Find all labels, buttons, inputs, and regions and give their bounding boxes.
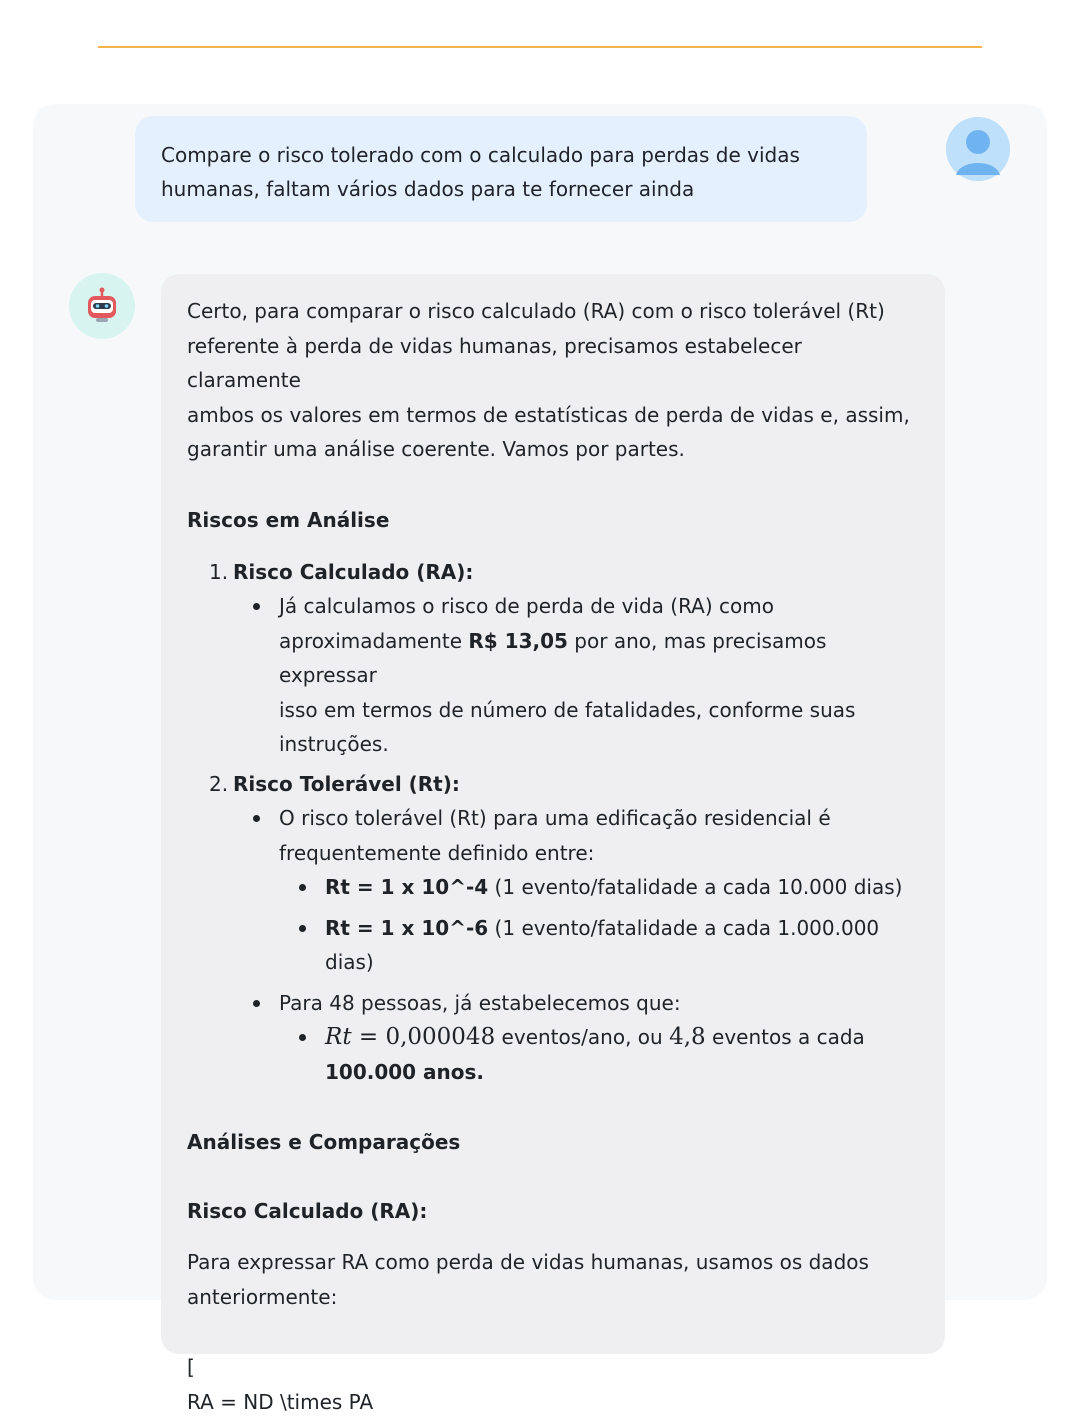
text-span: (1 evento/fatalidade a cada 1.000.000 dias) [325,916,879,975]
section-heading-risco-calculado: Risco Calculado (RA): [187,1194,919,1228]
bold-value: Rt = 1 x 10^-4 [325,875,488,899]
bullet-line: Para 48 pessoas, já estabelecemos que: [279,986,919,1021]
bullet-line [325,1055,919,1090]
bold-value: R$ 13,05 [468,629,568,653]
list-item-risco-toleravel [187,767,919,802]
bullet-dot-icon [253,815,260,822]
list-item-title: Risco Tolerável (Rt): [233,772,460,796]
bullet-line: isso em termos de número de fatalidades, conforme suas [279,693,919,728]
bullet-line: O risco tolerável (Rt) para uma edificação residencial é [279,801,919,836]
list-item-risco-calculado [187,555,919,590]
formula-line: RA = ND \times PA [187,1385,919,1419]
text-span: aproximadamente [279,629,468,653]
list-number: 2. [209,767,228,802]
math-expression [325,1024,495,1050]
bullet-item [187,801,919,870]
sub-bullet-item [187,1020,919,1089]
bullet-dot-icon [253,1000,260,1007]
user-message-line: humanas, faltam vários dados para te fornecer ainda [161,172,841,206]
formula-line: [ [187,1350,919,1385]
sub-bullet-item [187,870,919,905]
section-heading-riscos: Riscos em Análise [187,503,919,537]
bullet-line: instruções. [279,727,919,762]
math-value: 4,8 [669,1024,706,1050]
user-message-line: Compare o risco tolerado com o calculado para perdas de vidas [161,138,841,172]
assistant-avatar-icon [69,273,135,339]
bullet-item [187,589,919,762]
bullet-dot-icon [253,603,260,610]
bullet-dot-icon [299,1034,306,1041]
bullet-line [325,1020,919,1055]
text-span: (1 evento/fatalidade a cada 10.000 dias) [488,875,902,899]
bullet-line: frequentemente definido entre: [279,836,919,871]
intro-line: Certo, para comparar o risco calculado (RA) com o risco tolerável (Rt) [187,294,919,329]
bold-value: 100.000 anos. [325,1060,484,1084]
text-span: eventos a cada [706,1025,865,1049]
bullet-line [279,624,919,693]
assistant-message-bubble [161,274,945,1354]
user-message-bubble [135,116,867,222]
section-heading-analises: Análises e Comparações [187,1125,919,1159]
intro-line: ambos os valores em termos de estatísticas de perda de vidas e, assim, [187,398,919,433]
bullet-dot-icon [299,925,306,932]
intro-line: garantir uma análise coerente. Vamos por partes. [187,432,919,467]
bullet-dot-icon [299,884,306,891]
text-span: eventos/ano, ou [495,1025,669,1049]
sub-bullet-item [187,911,919,980]
list-number: 1. [209,555,228,590]
math-value: = 0,000048 [352,1024,496,1050]
paragraph-line: anteriormente: [187,1280,919,1315]
bullet-line: Já calculamos o risco de perda de vida (RA) como [279,589,919,624]
text-span: por ano, mas precisamos expressar [279,629,826,688]
top-divider [98,46,982,48]
chat-thread[interactable] [33,104,1047,1300]
bullet-item [187,986,919,1021]
user-avatar-icon [946,117,1010,181]
math-var: Rt [325,1024,352,1050]
intro-line: referente à perda de vidas humanas, precisamos estabelecer claramente [187,329,919,398]
bold-value: Rt = 1 x 10^-6 [325,916,488,940]
list-item-title: Risco Calculado (RA): [233,560,473,584]
paragraph-line: Para expressar RA como perda de vidas humanas, usamos os dados [187,1245,919,1280]
